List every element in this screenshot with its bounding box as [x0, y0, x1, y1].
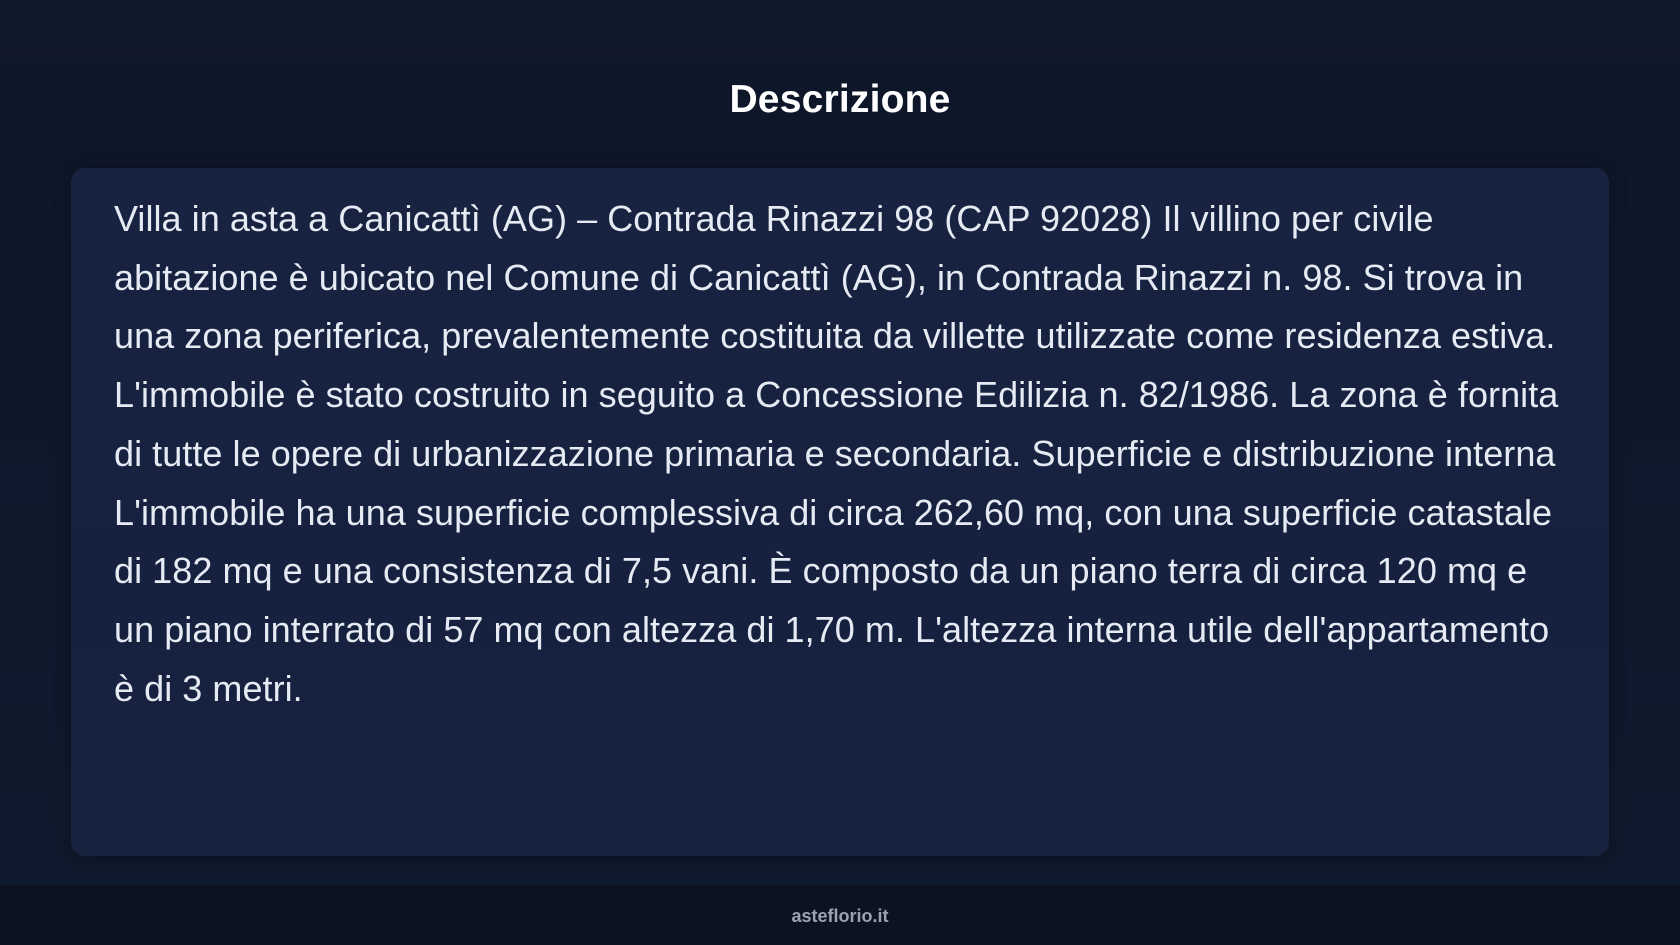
footer-site-name: asteflorio.it	[791, 906, 889, 926]
top-band	[0, 0, 1680, 70]
description-text: Villa in asta a Canicattì (AG) – Contrada Rinazzi 98 (CAP 92028) Il villino per civile abitazione è ubicato nel Comune di Canicattì (AG), in Contrada Rinazzi n. 98. Si trova in una zona periferica, prevalentemente costituita da villette utilizzate come residenza estiva. L'immobile è stato costruito in seguito a Concessione Edilizia n. 82/1986. La zona è fornita di tutte le opere di urbanizzazione primaria e secondaria. Superficie e distribuzione interna L'immobile ha una superficie complessiva di circa 262,60 mq, con una superficie catastale di 182 mq e una consistenza di 7,5 vani. È composto da un piano terra di circa 120 mq e un piano interrato di 57 mq con altezza di 1,70 m. L'altezza interna utile dell'appartamento è di 3 metri.	[114, 198, 1559, 709]
section-title: Descrizione	[729, 78, 951, 121]
